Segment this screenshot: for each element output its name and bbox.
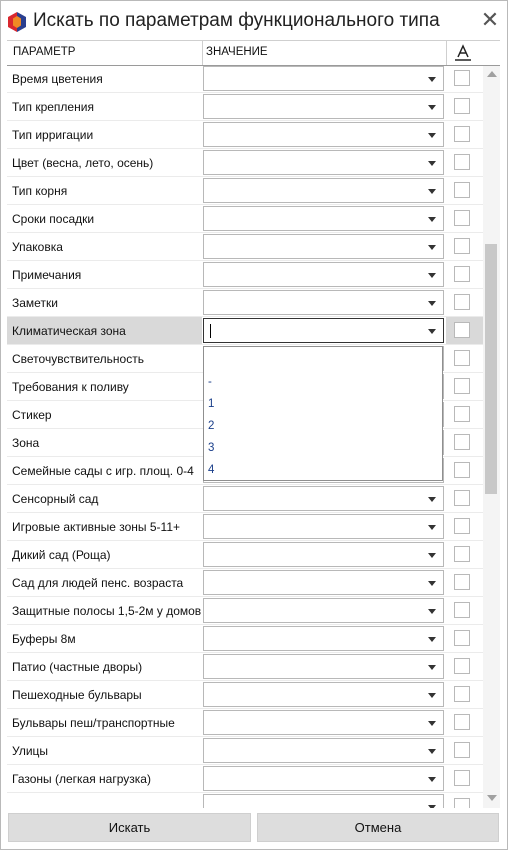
parameter-label: Сад для людей пенс. возраста — [12, 576, 184, 590]
parameter-label: Тип корня — [12, 184, 68, 198]
row-checkbox[interactable] — [454, 406, 470, 422]
dropdown-option[interactable]: - — [208, 376, 212, 388]
value-combobox[interactable] — [203, 598, 444, 623]
parameter-label: Пешеходные бульвары — [12, 688, 142, 702]
row-checkbox[interactable] — [454, 182, 470, 198]
table-row — [7, 765, 483, 793]
row-checkbox[interactable] — [454, 266, 470, 282]
value-combobox[interactable] — [203, 570, 444, 595]
parameter-cell — [7, 65, 202, 92]
value-combobox[interactable] — [203, 94, 444, 119]
row-checkbox[interactable] — [454, 546, 470, 562]
parameter-cell — [7, 485, 202, 512]
table-row — [7, 149, 483, 177]
value-combobox[interactable] — [203, 794, 444, 808]
value-combobox[interactable] — [203, 206, 444, 231]
row-checkbox[interactable] — [454, 574, 470, 590]
table-row — [7, 93, 483, 121]
row-checkbox[interactable] — [454, 686, 470, 702]
parameter-cell — [7, 541, 202, 568]
table-row — [7, 625, 483, 653]
value-combobox[interactable] — [203, 710, 444, 735]
row-checkbox[interactable] — [454, 490, 470, 506]
parameter-label: Заметки — [12, 296, 58, 310]
title-bar — [1, 1, 507, 39]
parameter-label: Бульвары пеш/транспортные — [12, 716, 175, 730]
parameter-label: Стикер — [12, 408, 52, 422]
column-header-value: ЗНАЧЕНИЕ — [206, 46, 268, 58]
parameter-cell — [7, 373, 202, 400]
checkbox-cell — [446, 681, 483, 708]
checkbox-cell — [446, 653, 483, 680]
parameter-cell — [7, 429, 202, 456]
row-checkbox[interactable] — [454, 770, 470, 786]
chevron-down-icon[interactable] — [428, 273, 436, 278]
parameter-cell — [7, 709, 202, 736]
table-row — [7, 597, 483, 625]
parameter-label: Дикий сад (Роща) — [12, 548, 111, 562]
parameter-cell — [7, 261, 202, 288]
text-caret — [210, 324, 211, 338]
row-checkbox[interactable] — [454, 378, 470, 394]
value-combobox[interactable] — [203, 290, 444, 315]
checkbox-cell — [446, 709, 483, 736]
row-checkbox[interactable] — [454, 798, 470, 808]
row-checkbox[interactable] — [454, 322, 470, 338]
parameter-cell — [7, 737, 202, 764]
checkbox-cell — [446, 625, 483, 652]
dropdown-option[interactable]: 2 — [208, 420, 215, 432]
close-icon[interactable]: ✕ — [480, 7, 500, 32]
checkbox-cell — [446, 793, 483, 808]
parameter-label: Примечания — [12, 268, 82, 282]
parameter-cell — [7, 401, 202, 428]
row-checkbox[interactable] — [454, 210, 470, 226]
parameter-label: Сроки посадки — [12, 212, 95, 226]
parameter-label: Буферы 8м — [12, 632, 76, 646]
scroll-down-icon[interactable] — [487, 795, 497, 801]
table-row — [7, 205, 483, 233]
value-combobox[interactable] — [203, 542, 444, 567]
checkbox-cell — [446, 177, 483, 204]
parameter-cell — [7, 177, 202, 204]
checkbox-cell — [446, 93, 483, 120]
parameter-cell — [7, 513, 202, 540]
chevron-down-icon[interactable] — [428, 497, 436, 502]
value-combobox[interactable] — [203, 654, 444, 679]
row-checkbox[interactable] — [454, 742, 470, 758]
parameter-cell — [7, 597, 202, 624]
value-combobox[interactable] — [203, 150, 444, 175]
parameter-label: Улицы — [12, 744, 49, 758]
table-row — [7, 793, 483, 808]
value-combobox[interactable] — [203, 178, 444, 203]
chevron-down-icon[interactable] — [428, 301, 436, 306]
chevron-down-icon[interactable] — [428, 133, 436, 138]
parameter-cell — [7, 625, 202, 652]
row-checkbox[interactable] — [454, 630, 470, 646]
row-checkbox[interactable] — [454, 434, 470, 450]
column-header-param: ПАРАМЕТР — [13, 46, 76, 58]
chevron-down-icon[interactable] — [428, 749, 436, 754]
table-row — [7, 177, 483, 205]
chevron-down-icon[interactable] — [428, 777, 436, 782]
checkbox-cell — [446, 149, 483, 176]
checkbox-cell — [446, 737, 483, 764]
parameter-cell — [7, 121, 202, 148]
chevron-down-icon[interactable] — [428, 525, 436, 530]
table-row — [7, 569, 483, 597]
parameter-label: Газоны (легкая нагрузка) — [12, 772, 151, 786]
checkbox-cell — [446, 121, 483, 148]
row-checkbox[interactable] — [454, 462, 470, 478]
checkbox-cell — [446, 765, 483, 792]
chevron-down-icon[interactable] — [428, 105, 436, 110]
checkbox-cell — [446, 233, 483, 260]
row-checkbox[interactable] — [454, 70, 470, 86]
vertical-scrollbar[interactable] — [483, 66, 500, 808]
dropdown-option[interactable]: 3 — [208, 442, 215, 454]
parameter-cell — [7, 653, 202, 680]
value-combobox[interactable] — [203, 122, 444, 147]
value-combobox[interactable] — [203, 234, 444, 259]
parameter-label: Упаковка — [12, 240, 63, 254]
dropdown-option[interactable]: 1 — [208, 398, 215, 410]
parameter-cell — [7, 93, 202, 120]
parameter-cell — [7, 205, 202, 232]
parameter-label: Цвет (весна, лето, осень) — [12, 156, 154, 170]
checkbox-cell — [446, 569, 483, 596]
chevron-down-icon[interactable] — [428, 217, 436, 222]
row-checkbox[interactable] — [454, 518, 470, 534]
chevron-down-icon[interactable] — [428, 77, 436, 82]
value-combobox[interactable] — [203, 318, 444, 343]
parameter-label: Светочувствительность — [12, 352, 144, 366]
parameter-cell — [7, 317, 202, 344]
checkbox-cell — [446, 513, 483, 540]
parameter-cell — [7, 149, 202, 176]
checkbox-cell — [446, 289, 483, 316]
row-checkbox[interactable] — [454, 154, 470, 170]
table-row — [7, 65, 483, 93]
chevron-down-icon[interactable] — [428, 637, 436, 642]
chevron-down-icon[interactable] — [428, 805, 436, 808]
chevron-down-icon[interactable] — [428, 329, 436, 334]
dropdown-option[interactable]: 4 — [208, 464, 215, 476]
checkbox-cell — [446, 373, 483, 400]
search-button[interactable]: Искать — [8, 813, 251, 842]
checkbox-cell — [446, 429, 483, 456]
row-checkbox[interactable] — [454, 658, 470, 674]
parameter-label: Климатическая зона — [12, 324, 126, 338]
value-combobox[interactable] — [203, 262, 444, 287]
chevron-down-icon[interactable] — [428, 553, 436, 558]
parameter-label: Патио (частные дворы) — [12, 660, 143, 674]
parameter-label: Защитные полосы 1,5-2м у домов — [12, 604, 202, 618]
app-logo-icon — [8, 12, 26, 32]
parameter-cell — [7, 289, 202, 316]
chevron-down-icon[interactable] — [428, 665, 436, 670]
grid-header — [7, 40, 500, 66]
table-row — [7, 541, 483, 569]
parameter-label: Требования к поливу — [12, 380, 129, 394]
table-row — [7, 513, 483, 541]
parameter-label: Зона — [12, 436, 40, 450]
parameter-cell — [7, 345, 202, 372]
checkbox-cell — [446, 401, 483, 428]
checkbox-cell — [446, 345, 483, 372]
table-row — [7, 709, 483, 737]
table-row — [7, 737, 483, 765]
value-combobox[interactable] — [203, 514, 444, 539]
chevron-down-icon[interactable] — [428, 245, 436, 250]
checkbox-cell — [446, 317, 483, 344]
table-row — [7, 653, 483, 681]
value-combobox[interactable] — [203, 738, 444, 763]
dialog-title: Искать по параметрам функционального типа — [33, 10, 440, 31]
value-dropdown-list — [203, 346, 443, 481]
cancel-button[interactable]: Отмена — [257, 813, 499, 842]
value-combobox[interactable] — [203, 626, 444, 651]
table-row — [7, 261, 483, 289]
parameter-label: Тип крепления — [12, 100, 94, 114]
row-checkbox[interactable] — [454, 238, 470, 254]
checkbox-cell — [446, 457, 483, 484]
checkbox-cell — [446, 485, 483, 512]
text-format-icon[interactable] — [453, 43, 473, 63]
chevron-down-icon[interactable] — [428, 161, 436, 166]
chevron-down-icon[interactable] — [428, 721, 436, 726]
checkbox-cell — [446, 65, 483, 92]
chevron-down-icon[interactable] — [428, 581, 436, 586]
parameter-cell — [7, 457, 202, 484]
value-combobox[interactable] — [203, 486, 444, 511]
table-row — [7, 289, 483, 317]
table-row — [7, 681, 483, 709]
checkbox-cell — [446, 205, 483, 232]
parameter-label: Семейные сады с игр. площ. 0-4 — [12, 464, 194, 478]
chevron-down-icon[interactable] — [428, 693, 436, 698]
parameter-cell — [7, 765, 202, 792]
chevron-down-icon[interactable] — [428, 189, 436, 194]
row-checkbox[interactable] — [454, 98, 470, 114]
value-combobox[interactable] — [203, 66, 444, 91]
scroll-up-icon[interactable] — [487, 71, 497, 77]
parameter-cell — [7, 793, 202, 808]
chevron-down-icon[interactable] — [428, 609, 436, 614]
value-combobox[interactable] — [203, 682, 444, 707]
checkbox-cell — [446, 541, 483, 568]
checkbox-cell — [446, 261, 483, 288]
value-combobox[interactable] — [203, 766, 444, 791]
row-checkbox[interactable] — [454, 294, 470, 310]
parameter-cell — [7, 681, 202, 708]
table-row — [7, 485, 483, 513]
parameter-cell — [7, 233, 202, 260]
parameter-label: Сенсорный сад — [12, 492, 99, 506]
parameter-label: Игровые активные зоны 5-11+ — [12, 520, 181, 534]
table-row — [7, 317, 483, 345]
column-divider — [446, 41, 447, 65]
parameter-cell — [7, 569, 202, 596]
row-checkbox[interactable] — [454, 126, 470, 142]
row-checkbox[interactable] — [454, 714, 470, 730]
parameter-label: Время цветения — [12, 72, 103, 86]
scrollbar-thumb[interactable] — [485, 244, 497, 494]
table-row — [7, 121, 483, 149]
column-divider — [202, 41, 203, 65]
table-row — [7, 233, 483, 261]
row-checkbox[interactable] — [454, 350, 470, 366]
checkbox-cell — [446, 597, 483, 624]
row-checkbox[interactable] — [454, 602, 470, 618]
parameter-label: Тип ирригации — [12, 128, 94, 142]
